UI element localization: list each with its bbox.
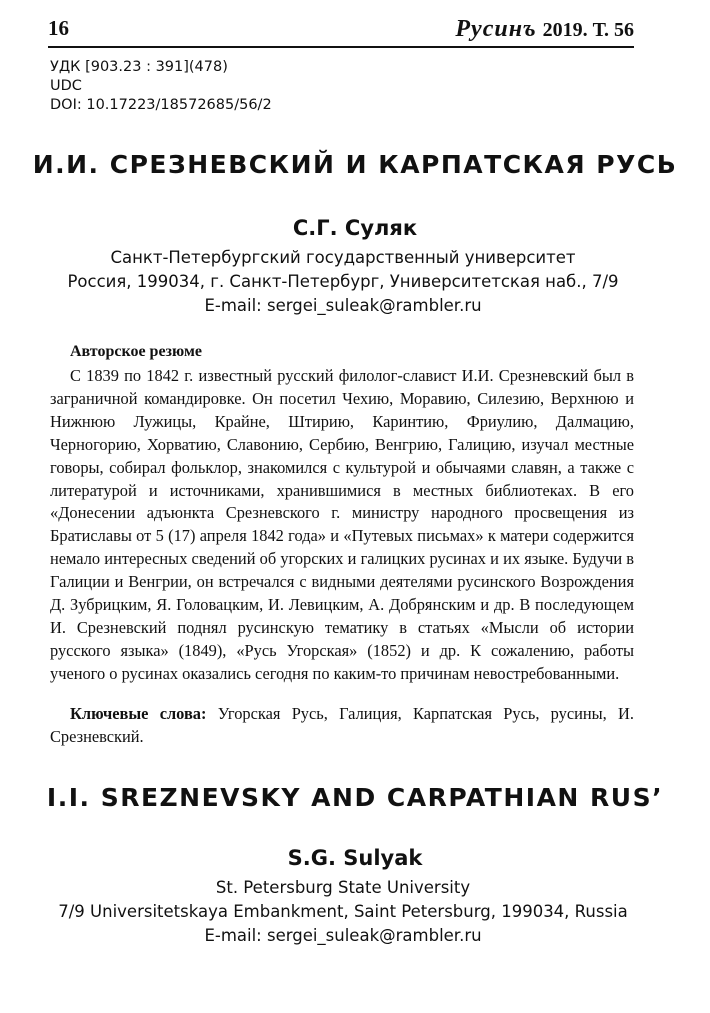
abstract-text: С 1839 по 1842 г. известный русский филолог-славист И.И. Срезневский был в заграничной командировке. Он посетил Чехию, Моравию, Силезию, Верхнюю и Нижнюю Лужицы, Крайне, Штирию, Каринтию, Фриулию, Далмацию, Черногорию, Хорватию, Славонию, Сербию, Венгрию, Галицию, изучал местные говоры, собирал фольклор, знакомился с культурой и обычаями славян, а также с литературой и источниками, хранившимися в местных библиотеках. В его «Донесении адъюнкта Срезневского г. министру народного просвещения из Братиславы от 5 (17) апреля 1842 года» и «Путевых письмах» к матери содержится немало интересных сведений об угорских и галицких русинах и их языке. Будучи в Галиции и Венгрии, он встречался с видными деятелями русинского Возрождения Д. Зубрицким, Я. Головацким, И. Левицким, А. Добрянским и др. В последующем И. Срезневский поднял русинскую тематику в статьях «Мысли об истории русского языка» (1849), «Русь Угорская» (1852) и др. К сожалению, работы ученого о русинах оказались сегодня по каким-то причинам невостребованными. [50,366,634,683]
udc-label: UDC [50,78,82,94]
author-email-en[interactable]: E-mail: sergei_suleak@rambler.ru [204,926,482,945]
article-title-en: I.I. SREZNEVSKY AND CARPATHIAN RUS’ [46,783,664,812]
author-name-ru: С.Г. Суляк [292,216,418,240]
keywords [50,703,634,749]
affiliation-en [0,876,686,948]
author-email-ru[interactable]: E-mail: sergei_suleak@rambler.ru [204,296,482,315]
udk-code: УДК [903.23 : 391](478) [50,59,228,75]
journal-issue: 2019. Т. 56 [542,19,634,41]
page-number: 16 [48,16,69,40]
article-title-ru: И.И. СРЕЗНЕВСКИЙ И КАРПАТСКАЯ РУСЬ [32,150,678,179]
author-name-en: S.G. Sulyak [287,846,423,870]
affiliation-address-en: 7/9 Universitetskaya Embankment, Saint Petersburg, 199034, Russia [58,902,628,921]
journal-info [455,16,634,43]
affiliation-ru [0,246,686,318]
keywords-label: Ключевые слова: [70,704,207,723]
running-header [48,14,634,48]
article-metadata [50,58,272,115]
doi[interactable]: DOI: 10.17223/18572685/56/2 [50,97,272,113]
journal-name: Русинъ [455,16,537,42]
affiliation-university-ru: Санкт-Петербургский государственный университет [110,248,576,267]
affiliation-address-ru: Россия, 199034, г. Санкт-Петербург, Университетская наб., 7/9 [67,272,619,291]
keywords-text: Угорская Русь, Галиция, Карпатская Русь, русины, И. Срезневский. [50,704,634,746]
affiliation-university-en: St. Petersburg State University [215,878,471,897]
abstract-heading: Авторское резюме [70,343,202,360]
